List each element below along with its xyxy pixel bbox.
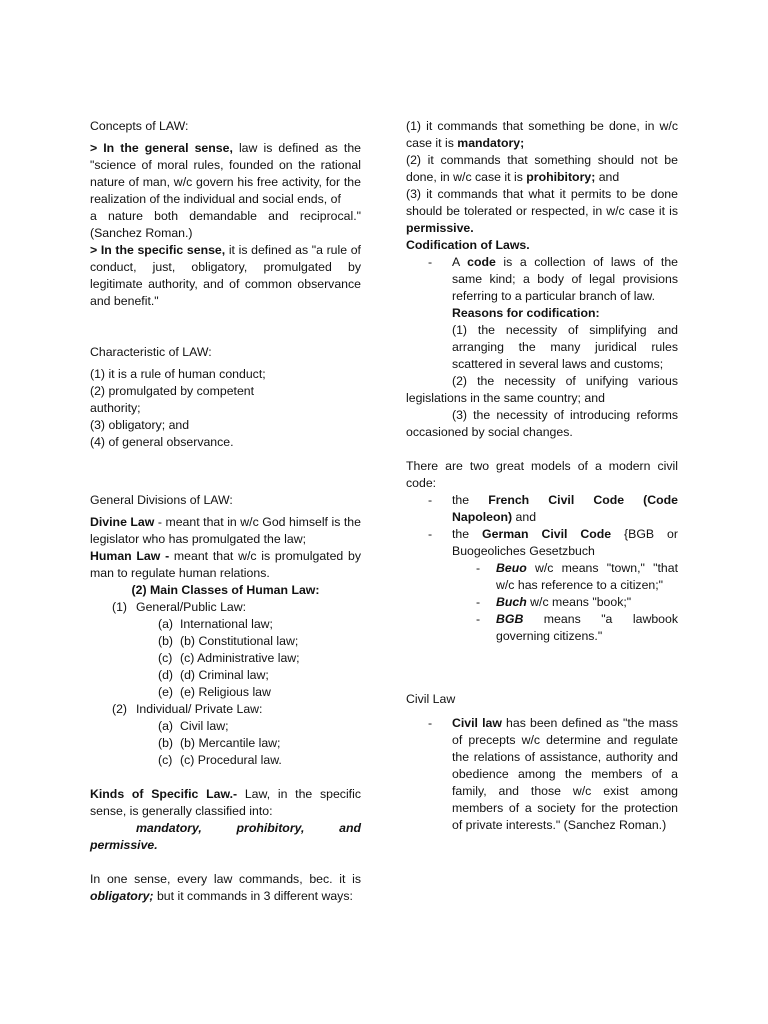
command-1: (1) it commands that something be done, in w/c case it is mandatory; bbox=[406, 119, 678, 150]
characteristic-item: (3) obligatory; and bbox=[90, 418, 190, 432]
private-law-subitem: (c) (c) Procedural law. bbox=[158, 753, 282, 767]
public-law-subitem: (b) (b) Constitutional law; bbox=[158, 634, 299, 648]
general-sense-text: law is defined as the "science of moral rules, founded on the rational nature of man, w/c govern his free activity, for the realization of the individual and social ends, of bbox=[90, 141, 361, 206]
main-classes-heading: (2) Main Classes of Human Law: bbox=[131, 583, 320, 597]
german-code-item: - the German Civil Code {BGB or Buogeoliches Gesetzbuch bbox=[406, 526, 678, 560]
right-column bbox=[406, 118, 678, 834]
reason-2: (2) the necessity of unifying various legislations in the same country; and bbox=[406, 374, 678, 405]
kinds-text: Law, in the specific sense, is generally classified into: bbox=[90, 787, 361, 818]
individual-private-law-item: (2) Individual/ Private Law: bbox=[112, 702, 263, 716]
beuo-item: - Beuo w/c means "town," "that w/c has reference to a citizen;" bbox=[406, 560, 678, 594]
one-sense-paragraph: In one sense, every law commands, bec. it is obligatory; but it commands in 3 different ways: bbox=[90, 872, 361, 903]
divine-law-text: - meant that in w/c God himself is the legislator who has promulgated the law; bbox=[90, 515, 361, 546]
public-law-subitem: (e) (e) Religious law bbox=[158, 685, 271, 699]
left-column bbox=[90, 118, 361, 905]
command-2: (2) it commands that something should not be done, in w/c case it is prohibitory; and bbox=[406, 153, 678, 184]
public-law-subitem: (c) (c) Administrative law; bbox=[158, 651, 300, 665]
public-law-subitem: (a) International law; bbox=[158, 617, 273, 631]
concepts-heading: Concepts of LAW: bbox=[90, 119, 189, 133]
characteristic-item: (1) it is a rule of human conduct; bbox=[90, 367, 266, 381]
human-law-label: Human Law - bbox=[90, 549, 170, 563]
human-law-text: meant that w/c is promulgated by man to regulate human relations. bbox=[90, 549, 361, 580]
civil-law-heading: Civil Law bbox=[406, 692, 456, 706]
general-sense-line2: a nature both demandable and reciprocal." bbox=[90, 209, 361, 223]
reason-3: (3) the necessity of introducing reforms occasioned by social changes. bbox=[406, 408, 678, 439]
private-law-subitem: (b) (b) Mercantile law; bbox=[158, 736, 281, 750]
reasons-heading: Reasons for codification: bbox=[452, 306, 600, 320]
general-sense-label: > In the general sense, bbox=[90, 141, 233, 155]
divisions-heading: General Divisions of LAW: bbox=[90, 493, 233, 507]
reason-1: (1) the necessity of simplifying and arranging the many juridical rules scattered in several laws and customs; bbox=[452, 323, 678, 371]
general-public-law-item: (1) General/Public Law: bbox=[112, 600, 247, 614]
characteristic-item: (4) of general observance. bbox=[90, 435, 234, 449]
code-definition: - A code is a collection of laws of the same kind; a body of legal provisions referring to a particular branch of law. bbox=[406, 254, 678, 305]
kinds-label: Kinds of Specific Law.- bbox=[90, 787, 238, 801]
bgb-item: - BGB means "a lawbook governing citizens." bbox=[406, 611, 678, 645]
divine-law-label: Divine Law bbox=[90, 515, 155, 529]
characteristic-item: authority; bbox=[90, 401, 141, 415]
general-sense-paragraph bbox=[90, 140, 361, 208]
specific-sense-paragraph bbox=[90, 242, 361, 310]
characteristic-heading: Characteristic of LAW: bbox=[90, 345, 212, 359]
public-law-subitem: (d) (d) Criminal law; bbox=[158, 668, 269, 682]
human-law-paragraph bbox=[90, 548, 361, 582]
divine-law-paragraph bbox=[90, 514, 361, 548]
command-3: (3) it commands that what it permits to be done should be tolerated or respected, in w/c case it is permissive. bbox=[406, 187, 678, 235]
kinds-last: permissive. bbox=[90, 838, 158, 852]
specific-sense-label: > In the specific sense, bbox=[90, 243, 226, 257]
codification-heading: Codification of Laws. bbox=[406, 238, 530, 252]
kinds-list-line: mandatory, prohibitory, and bbox=[136, 821, 361, 835]
buch-item: - Buch w/c means "book;" bbox=[406, 594, 678, 611]
characteristic-item: (2) promulgated by competent bbox=[90, 384, 255, 398]
civil-law-definition: - Civil law has been defined as "the mass of precepts w/c determine and regulate the relations of assistance, authority and obedience among the members of a family, and those w/c exist among members of a society for the protection of private interests." (Sanchez Roman.) bbox=[406, 715, 678, 834]
general-sense-cite: (Sanchez Roman.) bbox=[90, 226, 193, 240]
specific-sense-text: it is defined as "a rule of conduct, just, obligatory, promulgated by legitimate authority, and of common observance and benefit." bbox=[90, 243, 361, 308]
models-paragraph: There are two great models of a modern civil code: bbox=[406, 459, 678, 490]
private-law-subitem: (a) Civil law; bbox=[158, 719, 229, 733]
french-code-item: - the French Civil Code (Code Napoleon) and bbox=[406, 492, 678, 526]
kinds-paragraph bbox=[90, 786, 361, 820]
